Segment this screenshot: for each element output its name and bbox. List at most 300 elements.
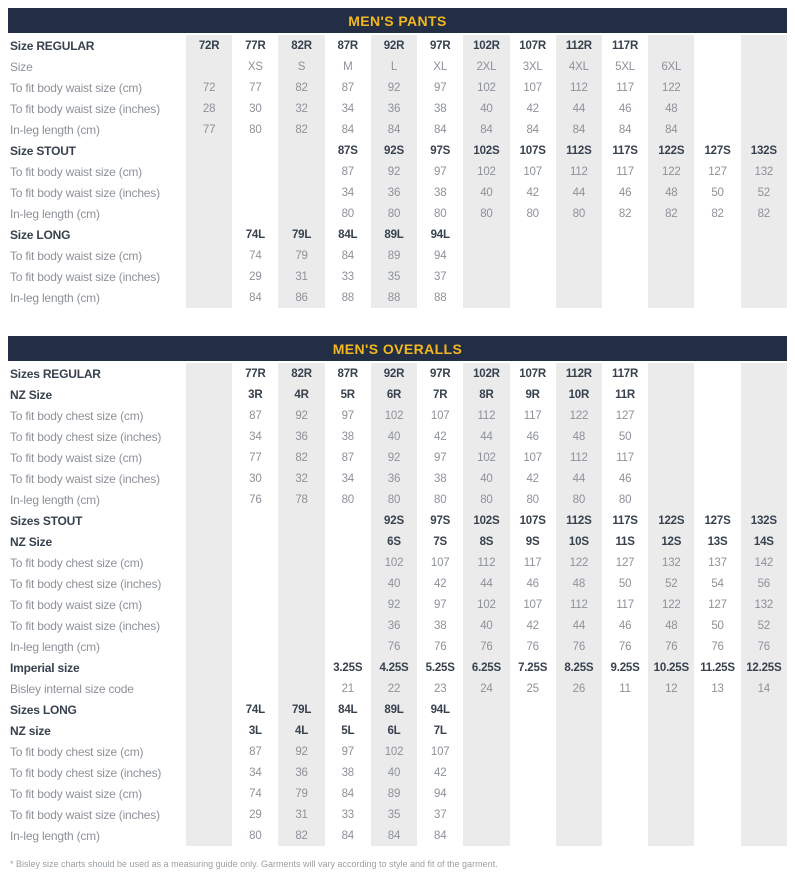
size-cell: 107R — [519, 39, 546, 52]
size-cell — [741, 77, 787, 98]
size-cell: 74L — [245, 703, 265, 716]
size-cell: 34 — [341, 472, 354, 485]
size-cell — [741, 405, 787, 426]
size-cell: 117 — [616, 81, 634, 94]
size-cell: 92S — [371, 140, 417, 161]
size-cell — [463, 720, 509, 741]
size-cell: 8R — [463, 384, 509, 405]
size-cell: 112R — [556, 363, 602, 384]
size-cell — [741, 804, 787, 825]
size-cell: 97 — [434, 451, 447, 464]
size-cell: 89L — [371, 699, 417, 720]
table-row — [8, 203, 787, 224]
row-label: Sizes LONG — [10, 702, 77, 717]
size-cell: 22 — [371, 678, 417, 699]
row-label: To fit body chest size (cm) — [10, 555, 144, 570]
size-cell: 5R — [340, 388, 355, 401]
table-row — [8, 825, 787, 846]
size-cell: 10.25S — [648, 657, 694, 678]
row-label: Bisley internal size code — [10, 681, 134, 696]
table-row — [8, 741, 787, 762]
size-cell — [694, 384, 740, 405]
size-cell: 48 — [556, 426, 602, 447]
row-label: To fit body waist size (cm) — [10, 450, 142, 465]
size-cell: 92 — [371, 161, 417, 182]
table-row — [8, 657, 787, 678]
size-cell — [278, 161, 324, 182]
size-cell: 112R — [556, 35, 602, 56]
size-cell — [325, 531, 371, 552]
size-cell — [186, 384, 232, 405]
size-cell: 12 — [648, 678, 694, 699]
size-cell: 112 — [556, 77, 602, 98]
size-cell — [278, 573, 324, 594]
size-cell: 72 — [186, 77, 232, 98]
row-label: To fit body waist size (inches) — [10, 471, 160, 486]
size-cell: 40 — [463, 468, 509, 489]
size-cell: 94 — [434, 249, 447, 262]
size-cell: 8.25S — [556, 657, 602, 678]
size-cell: M — [343, 60, 353, 73]
size-cell — [463, 245, 509, 266]
size-cell — [186, 594, 232, 615]
size-cell: 24 — [463, 678, 509, 699]
size-cell: 80 — [249, 123, 262, 136]
size-cell: 50 — [711, 186, 724, 199]
size-cell — [232, 161, 278, 182]
size-cell: 80 — [526, 207, 539, 220]
size-cell: 7L — [433, 724, 447, 737]
size-cell: 52 — [741, 615, 787, 636]
size-cell: 92 — [278, 741, 324, 762]
size-cell: 82R — [278, 35, 324, 56]
size-cell: 84 — [648, 119, 694, 140]
table-row — [8, 573, 787, 594]
row-label: In-leg length (cm) — [10, 492, 100, 507]
size-cell: 46 — [526, 577, 539, 590]
size-cell — [741, 426, 787, 447]
size-cell — [232, 615, 278, 636]
size-cell: 44 — [556, 468, 602, 489]
size-cell — [602, 804, 648, 825]
size-cell — [232, 573, 278, 594]
size-cell: 3R — [248, 388, 263, 401]
size-cell — [325, 636, 371, 657]
size-cell: 92 — [371, 447, 417, 468]
table-row — [8, 35, 787, 56]
size-cell — [648, 245, 694, 266]
table-row — [8, 384, 787, 405]
size-cell: 10R — [556, 384, 602, 405]
size-cell — [186, 615, 232, 636]
size-cell — [556, 287, 602, 308]
size-cell: 29 — [249, 808, 262, 821]
size-cell — [694, 720, 740, 741]
size-cell: 80 — [463, 203, 509, 224]
size-cell: 84 — [341, 787, 354, 800]
size-cell — [325, 552, 371, 573]
row-label: Imperial size — [10, 660, 80, 675]
size-cell: 7S — [433, 535, 448, 548]
mens-pants-table-body — [8, 35, 787, 308]
size-cell — [648, 783, 694, 804]
size-cell — [648, 384, 694, 405]
size-cell: 6XL — [648, 56, 694, 77]
table-row — [8, 224, 787, 245]
size-cell — [186, 699, 232, 720]
table-row — [8, 468, 787, 489]
size-cell: XL — [433, 60, 448, 73]
size-cell: 42 — [434, 766, 447, 779]
size-cell: 9.25S — [610, 661, 640, 674]
size-cell: 84 — [463, 119, 509, 140]
size-cell: 38 — [341, 766, 354, 779]
size-cell — [602, 825, 648, 846]
size-cell: 84 — [434, 829, 447, 842]
size-cell: 11S — [615, 535, 635, 548]
size-cell: 37 — [434, 808, 447, 821]
size-cell — [510, 245, 556, 266]
size-cell: 87 — [341, 165, 354, 178]
size-cell: 6L — [371, 720, 417, 741]
size-cell: 88 — [341, 291, 354, 304]
size-cell — [648, 426, 694, 447]
footnote: * Bisley size charts should be used as a measuring guide only. Garments will vary according to style and fit of the garment. — [10, 859, 498, 869]
size-cell — [510, 224, 556, 245]
size-cell: 2XL — [463, 56, 509, 77]
size-cell: 82 — [648, 203, 694, 224]
size-cell — [556, 224, 602, 245]
size-cell: 122S — [648, 140, 694, 161]
size-cell: 77R — [245, 39, 266, 52]
size-cell: 48 — [648, 98, 694, 119]
size-cell — [741, 825, 787, 846]
size-cell: 33 — [341, 270, 354, 283]
size-cell: 92S — [371, 510, 417, 531]
size-cell: 142 — [741, 552, 787, 573]
size-cell: 42 — [526, 472, 539, 485]
size-cell: 102S — [463, 510, 509, 531]
size-cell: 46 — [618, 619, 632, 632]
size-cell: 107 — [523, 165, 542, 178]
size-cell — [694, 741, 740, 762]
size-cell: 36 — [371, 468, 417, 489]
size-cell: 84 — [556, 119, 602, 140]
size-cell — [741, 119, 787, 140]
size-cell: 76 — [741, 636, 787, 657]
row-label: In-leg length (cm) — [10, 639, 100, 654]
row-label: In-leg length (cm) — [10, 122, 100, 137]
size-cell: 97 — [341, 409, 354, 422]
row-label: Size REGULAR — [10, 38, 95, 53]
size-cell: L — [371, 56, 417, 77]
size-cell — [648, 363, 694, 384]
size-cell: 44 — [463, 573, 509, 594]
size-cell — [325, 510, 371, 531]
size-cell — [186, 363, 232, 384]
size-cell: 42 — [434, 430, 447, 443]
size-cell — [694, 825, 740, 846]
size-cell — [186, 531, 232, 552]
size-cell: 84 — [249, 291, 262, 304]
table-row — [8, 405, 787, 426]
size-cell: 117S — [612, 144, 638, 157]
size-cell — [232, 678, 278, 699]
size-cell: 38 — [341, 430, 354, 443]
size-cell — [186, 447, 232, 468]
size-cell: 28 — [186, 98, 232, 119]
row-label: In-leg length (cm) — [10, 828, 100, 843]
size-cell: 102S — [463, 140, 509, 161]
size-cell: 30 — [249, 102, 262, 115]
size-cell: 97 — [434, 598, 447, 611]
size-cell: 107 — [430, 409, 450, 422]
size-cell — [510, 783, 556, 804]
table-row — [8, 287, 787, 308]
size-cell: 107R — [519, 367, 546, 380]
size-cell: 94L — [430, 703, 450, 716]
size-cell: 6R — [371, 384, 417, 405]
size-cell: 32 — [278, 98, 324, 119]
size-cell: 36 — [278, 426, 324, 447]
size-cell: 8S — [463, 531, 509, 552]
size-cell: 87 — [249, 409, 262, 422]
row-label: To fit body waist size (cm) — [10, 248, 142, 263]
size-cell: 107 — [523, 451, 542, 464]
size-cell: 38 — [434, 472, 447, 485]
size-cell: 40 — [371, 762, 417, 783]
table-row — [8, 510, 787, 531]
size-cell: 3L — [248, 724, 262, 737]
size-cell — [186, 720, 232, 741]
size-cell: 80 — [341, 207, 354, 220]
row-label: To fit body waist size (inches) — [10, 269, 160, 284]
table-row — [8, 140, 787, 161]
size-cell — [741, 287, 787, 308]
size-cell — [648, 224, 694, 245]
size-cell: 80 — [556, 489, 602, 510]
size-cell: 11R — [615, 388, 636, 401]
size-cell: 34 — [249, 766, 262, 779]
size-cell — [186, 825, 232, 846]
size-cell: 84L — [338, 703, 358, 716]
size-cell — [510, 741, 556, 762]
size-cell — [648, 720, 694, 741]
size-cell — [741, 384, 787, 405]
size-cell: 82 — [278, 825, 324, 846]
size-cell: 117 — [523, 409, 542, 422]
size-cell — [186, 161, 232, 182]
size-cell — [232, 531, 278, 552]
size-cell: 80 — [434, 493, 447, 506]
table-row — [8, 804, 787, 825]
size-cell: 84 — [341, 249, 354, 262]
size-cell — [186, 266, 232, 287]
size-cell: 4XL — [556, 56, 602, 77]
size-cell: 14 — [741, 678, 787, 699]
size-cell: 82 — [618, 207, 632, 220]
size-cell — [602, 783, 648, 804]
table-row — [8, 783, 787, 804]
size-cell: 76 — [556, 636, 602, 657]
size-cell — [648, 489, 694, 510]
size-cell — [278, 510, 324, 531]
size-cell — [186, 224, 232, 245]
row-label: To fit body waist size (cm) — [10, 786, 142, 801]
size-cell: 117R — [612, 39, 639, 52]
table-row — [8, 762, 787, 783]
size-cell — [325, 573, 371, 594]
row-label: NZ size — [10, 723, 51, 738]
size-cell — [556, 825, 602, 846]
size-cell — [463, 825, 509, 846]
size-cell — [186, 678, 232, 699]
table-row — [8, 245, 787, 266]
size-cell: 87R — [337, 367, 359, 380]
size-cell: 29 — [249, 270, 262, 283]
size-cell — [741, 741, 787, 762]
row-label: Size LONG — [10, 227, 71, 242]
table-row — [8, 636, 787, 657]
size-cell: 102 — [371, 405, 417, 426]
size-cell — [463, 224, 509, 245]
table-title: MEN'S OVERALLS — [332, 340, 463, 357]
size-cell: 112 — [556, 447, 602, 468]
size-cell: 127 — [708, 165, 727, 178]
size-cell: 21 — [341, 682, 354, 695]
size-cell: 48 — [556, 573, 602, 594]
size-cell — [694, 119, 740, 140]
size-cell: 84 — [526, 123, 539, 136]
size-cell — [648, 468, 694, 489]
size-cell: 84 — [371, 825, 417, 846]
size-cell — [510, 804, 556, 825]
size-cell: 88 — [434, 291, 447, 304]
size-cell — [232, 552, 278, 573]
size-cell: 132 — [741, 161, 787, 182]
size-cell: 77 — [249, 451, 262, 464]
size-cell: 23 — [434, 682, 447, 695]
size-cell — [694, 762, 740, 783]
size-cell — [556, 720, 602, 741]
size-cell: 82 — [711, 207, 724, 220]
size-cell — [186, 245, 232, 266]
size-cell — [186, 510, 232, 531]
size-cell: 34 — [249, 430, 262, 443]
size-cell — [232, 182, 278, 203]
size-cell — [694, 447, 740, 468]
size-cell — [510, 825, 556, 846]
size-cell — [556, 741, 602, 762]
row-label: To fit body chest size (inches) — [10, 765, 162, 780]
size-cell — [648, 266, 694, 287]
size-cell: 54 — [711, 577, 724, 590]
size-cell — [278, 182, 324, 203]
size-cell — [694, 35, 740, 56]
size-cell: 112S — [556, 510, 602, 531]
size-cell: 127 — [615, 556, 635, 569]
size-cell: 82 — [278, 447, 324, 468]
size-cell: 3.25S — [333, 661, 363, 674]
size-cell — [602, 245, 648, 266]
size-cell: 117 — [616, 165, 634, 178]
size-cell: 122 — [556, 405, 602, 426]
size-cell: 76 — [434, 640, 447, 653]
size-cell — [186, 783, 232, 804]
size-cell: 26 — [556, 678, 602, 699]
size-cell — [232, 140, 278, 161]
size-cell: 117R — [612, 367, 639, 380]
size-cell: 82R — [278, 363, 324, 384]
size-cell — [325, 594, 371, 615]
row-label: To fit body waist size (inches) — [10, 101, 160, 116]
size-cell: 36 — [371, 615, 417, 636]
size-cell — [602, 266, 648, 287]
size-cell: 44 — [463, 426, 509, 447]
size-cell: 4R — [278, 384, 324, 405]
size-cell: 117 — [523, 556, 542, 569]
size-cell: 122 — [648, 594, 694, 615]
size-cell — [186, 741, 232, 762]
size-cell: 38 — [434, 619, 447, 632]
size-cell — [694, 245, 740, 266]
size-cell — [463, 804, 509, 825]
size-cell — [741, 720, 787, 741]
size-cell: 132 — [741, 594, 787, 615]
table-row — [8, 161, 787, 182]
size-cell — [278, 594, 324, 615]
table-row — [8, 56, 787, 77]
size-cell: 37 — [434, 270, 447, 283]
size-cell: 46 — [526, 430, 539, 443]
size-cell: 25 — [526, 682, 539, 695]
size-cell: 33 — [341, 808, 354, 821]
size-cell — [463, 783, 509, 804]
size-cell: 92R — [371, 363, 417, 384]
size-cell: 6S — [371, 531, 417, 552]
size-cell: 80 — [556, 203, 602, 224]
row-label: Sizes STOUT — [10, 513, 83, 528]
size-cell: 94 — [434, 787, 447, 800]
size-cell — [741, 699, 787, 720]
size-cell — [602, 762, 648, 783]
size-cell — [510, 762, 556, 783]
size-cell: 92 — [371, 594, 417, 615]
size-cell: 107 — [523, 598, 542, 611]
size-cell: 82 — [278, 77, 324, 98]
size-cell: 13 — [711, 682, 724, 695]
size-cell: 78 — [278, 489, 324, 510]
row-label: Size — [10, 59, 33, 74]
size-cell: 89L — [371, 224, 417, 245]
size-cell: 122 — [556, 552, 602, 573]
size-cell: 36 — [278, 762, 324, 783]
size-cell: 112 — [556, 161, 602, 182]
size-cell — [556, 245, 602, 266]
size-cell: 56 — [741, 573, 787, 594]
size-cell — [741, 266, 787, 287]
size-cell: 97 — [434, 81, 447, 94]
size-cell — [694, 287, 740, 308]
size-cell: 84 — [434, 123, 447, 136]
size-cell: 107 — [430, 556, 450, 569]
size-cell — [186, 405, 232, 426]
size-cell — [186, 552, 232, 573]
size-cell: 80 — [371, 203, 417, 224]
table-row — [8, 98, 787, 119]
size-cell: 76 — [711, 640, 724, 653]
size-cell: 44 — [556, 98, 602, 119]
